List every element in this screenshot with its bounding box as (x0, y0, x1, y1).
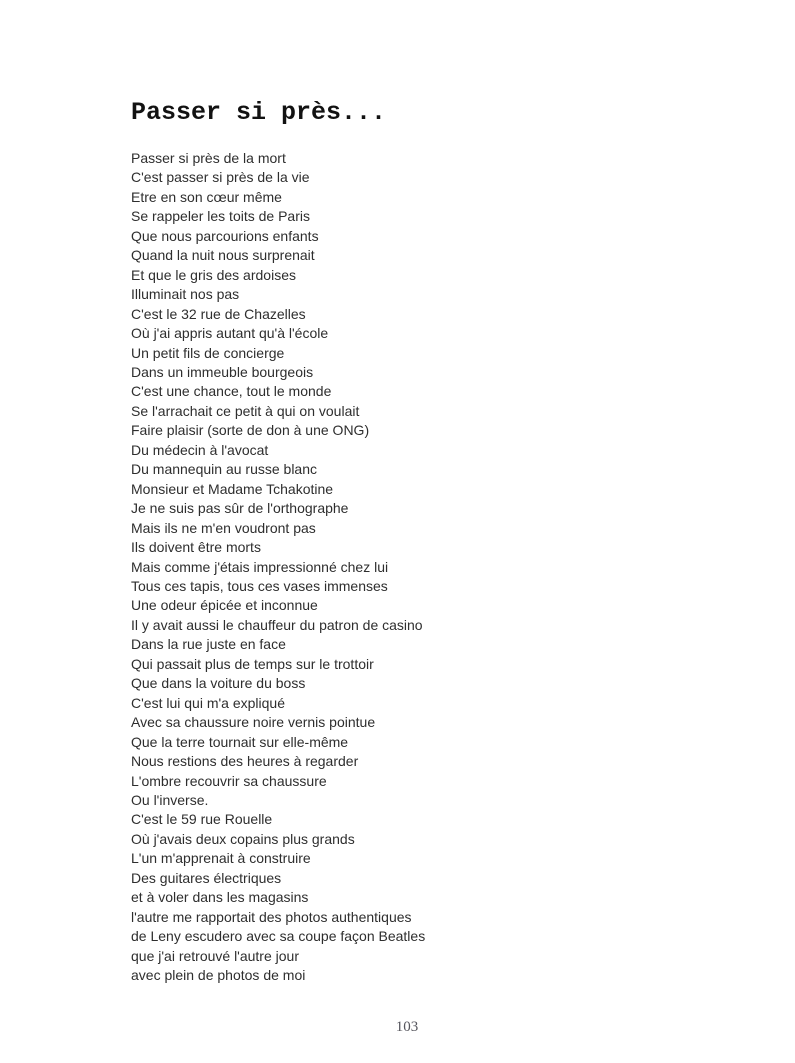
poem-line: Faire plaisir (sorte de don à une ONG) (131, 422, 370, 439)
poem-line: Des guitares électriques (131, 869, 282, 886)
poem-line: Quand la nuit nous surprenait (131, 247, 315, 264)
poem-line: Et que le gris des ardoises (131, 266, 296, 283)
poem-line: l'autre me rapportait des photos authentiques (131, 908, 412, 925)
poem-body (131, 149, 425, 985)
poem-line: Une odeur épicée et inconnue (131, 597, 318, 614)
poem-line: Mais ils ne m'en voudront pas (131, 519, 316, 536)
poem-line: et à voler dans les magasins (131, 889, 309, 906)
poem-line: C'est passer si près de la vie (131, 169, 310, 186)
poem-line: Nous restions des heures à regarder (131, 753, 359, 770)
poem-line: Où j'ai appris autant qu'à l'école (131, 325, 329, 342)
poem-line: Du mannequin au russe blanc (131, 461, 318, 478)
poem-line: Passer si près de la mort (131, 150, 286, 166)
poem-line: Se rappeler les toits de Paris (131, 208, 310, 225)
poem-line: C'est lui qui m'a expliqué (131, 694, 285, 711)
poem-line: Dans un immeuble bourgeois (131, 363, 314, 380)
poem-line: Avec sa chaussure noire vernis pointue (131, 714, 376, 731)
poem-line: Il y avait aussi le chauffeur du patron de casino (131, 616, 423, 633)
poem-line: Je ne suis pas sûr de l'orthographe (131, 500, 349, 517)
poem-line: que j'ai retrouvé l'autre jour (131, 947, 299, 964)
poem-line: C'est le 32 rue de Chazelles (131, 305, 306, 322)
poem-line: Ils doivent être morts (131, 539, 261, 556)
poem-line: de Leny escudero avec sa coupe façon Beatles (131, 928, 426, 945)
poem-line: Du médecin à l'avocat (131, 441, 269, 458)
poem-line: Etre en son cœur même (131, 188, 282, 205)
poem-line: C'est une chance, tout le monde (131, 383, 332, 400)
poem-line: Que nous parcourions enfants (131, 227, 319, 244)
poem-line: L'ombre recouvrir sa chaussure (131, 772, 327, 789)
poem-line: Un petit fils de concierge (131, 344, 285, 361)
poem-line: Que dans la voiture du boss (131, 675, 306, 692)
poem-line: L'un m'apprenait à construire (131, 850, 311, 867)
poem-line: Illuminait nos pas (131, 286, 240, 303)
poem-title: Passer si près... (131, 98, 387, 127)
poem-line: Tous ces tapis, tous ces vases immenses (131, 577, 388, 594)
poem-line: Ou l'inverse. (131, 791, 209, 808)
poem-line: C'est le 59 rue Rouelle (131, 811, 273, 828)
poem-line: Que la terre tournait sur elle-même (131, 733, 349, 750)
poem-line: Se l'arrachait ce petit à qui on voulait (131, 402, 360, 419)
poem-line: Dans la rue juste en face (131, 636, 286, 653)
poem-line: Monsieur et Madame Tchakotine (131, 480, 334, 497)
poem-line: Mais comme j'étais impressionné chez lui (131, 558, 389, 575)
poem-line: Qui passait plus de temps sur le trottoir (131, 655, 374, 672)
page-number: 103 (395, 1019, 419, 1035)
poem-line: avec plein de photos de moi (131, 967, 306, 984)
poem-line: Où j'avais deux copains plus grands (131, 830, 355, 847)
